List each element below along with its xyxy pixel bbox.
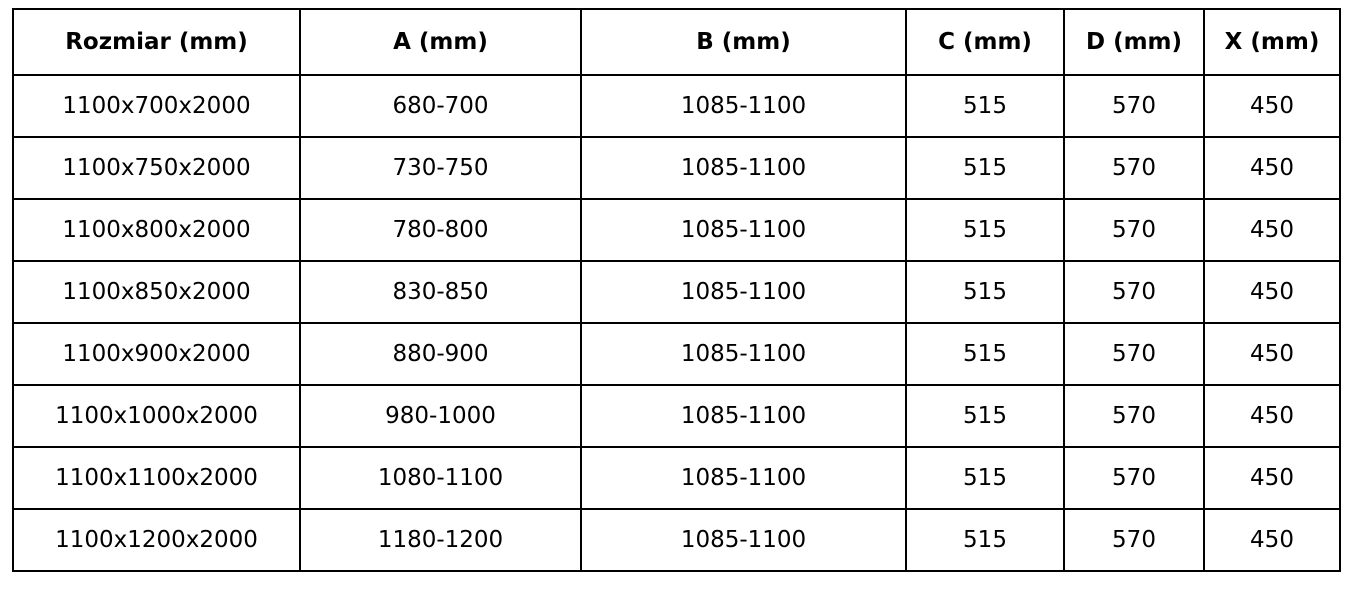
cell-c: 515 <box>906 323 1064 385</box>
table-row <box>13 447 1340 509</box>
column-header-x: X (mm) <box>1204 9 1340 75</box>
cell-c: 515 <box>906 75 1064 137</box>
cell-d: 570 <box>1064 261 1204 323</box>
cell-rozmiar: 1100x900x2000 <box>13 323 300 385</box>
cell-d: 570 <box>1064 447 1204 509</box>
cell-a: 680-700 <box>300 75 581 137</box>
cell-c: 515 <box>906 385 1064 447</box>
table-row <box>13 323 1340 385</box>
cell-rozmiar: 1100x850x2000 <box>13 261 300 323</box>
table-row <box>13 75 1340 137</box>
cell-b: 1085-1100 <box>581 199 906 261</box>
table-row <box>13 385 1340 447</box>
cell-d: 570 <box>1064 75 1204 137</box>
column-header-rozmiar: Rozmiar (mm) <box>13 9 300 75</box>
cell-x: 450 <box>1204 447 1340 509</box>
table-row <box>13 137 1340 199</box>
cell-b: 1085-1100 <box>581 509 906 571</box>
column-header-a: A (mm) <box>300 9 581 75</box>
cell-d: 570 <box>1064 199 1204 261</box>
cell-d: 570 <box>1064 385 1204 447</box>
cell-a: 830-850 <box>300 261 581 323</box>
column-header-d: D (mm) <box>1064 9 1204 75</box>
cell-b: 1085-1100 <box>581 137 906 199</box>
cell-rozmiar: 1100x1000x2000 <box>13 385 300 447</box>
cell-rozmiar: 1100x800x2000 <box>13 199 300 261</box>
cell-a: 880-900 <box>300 323 581 385</box>
table-row <box>13 261 1340 323</box>
cell-d: 570 <box>1064 323 1204 385</box>
column-header-b: B (mm) <box>581 9 906 75</box>
cell-a: 730-750 <box>300 137 581 199</box>
table-header <box>13 9 1340 75</box>
cell-b: 1085-1100 <box>581 447 906 509</box>
cell-x: 450 <box>1204 323 1340 385</box>
cell-rozmiar: 1100x1100x2000 <box>13 447 300 509</box>
cell-x: 450 <box>1204 509 1340 571</box>
cell-rozmiar: 1100x700x2000 <box>13 75 300 137</box>
table-row <box>13 199 1340 261</box>
cell-c: 515 <box>906 447 1064 509</box>
cell-a: 1080-1100 <box>300 447 581 509</box>
cell-a: 1180-1200 <box>300 509 581 571</box>
cell-d: 570 <box>1064 509 1204 571</box>
cell-x: 450 <box>1204 137 1340 199</box>
cell-a: 780-800 <box>300 199 581 261</box>
cell-rozmiar: 1100x750x2000 <box>13 137 300 199</box>
cell-a: 980-1000 <box>300 385 581 447</box>
cell-c: 515 <box>906 137 1064 199</box>
cell-x: 450 <box>1204 199 1340 261</box>
cell-x: 450 <box>1204 261 1340 323</box>
cell-c: 515 <box>906 199 1064 261</box>
dimensions-table <box>12 8 1341 572</box>
cell-b: 1085-1100 <box>581 323 906 385</box>
cell-d: 570 <box>1064 137 1204 199</box>
cell-c: 515 <box>906 509 1064 571</box>
cell-c: 515 <box>906 261 1064 323</box>
cell-b: 1085-1100 <box>581 75 906 137</box>
cell-x: 450 <box>1204 75 1340 137</box>
table-header-row <box>13 9 1340 75</box>
cell-b: 1085-1100 <box>581 385 906 447</box>
cell-x: 450 <box>1204 385 1340 447</box>
column-header-c: C (mm) <box>906 9 1064 75</box>
cell-rozmiar: 1100x1200x2000 <box>13 509 300 571</box>
cell-b: 1085-1100 <box>581 261 906 323</box>
table-body <box>13 75 1340 571</box>
table-row <box>13 509 1340 571</box>
